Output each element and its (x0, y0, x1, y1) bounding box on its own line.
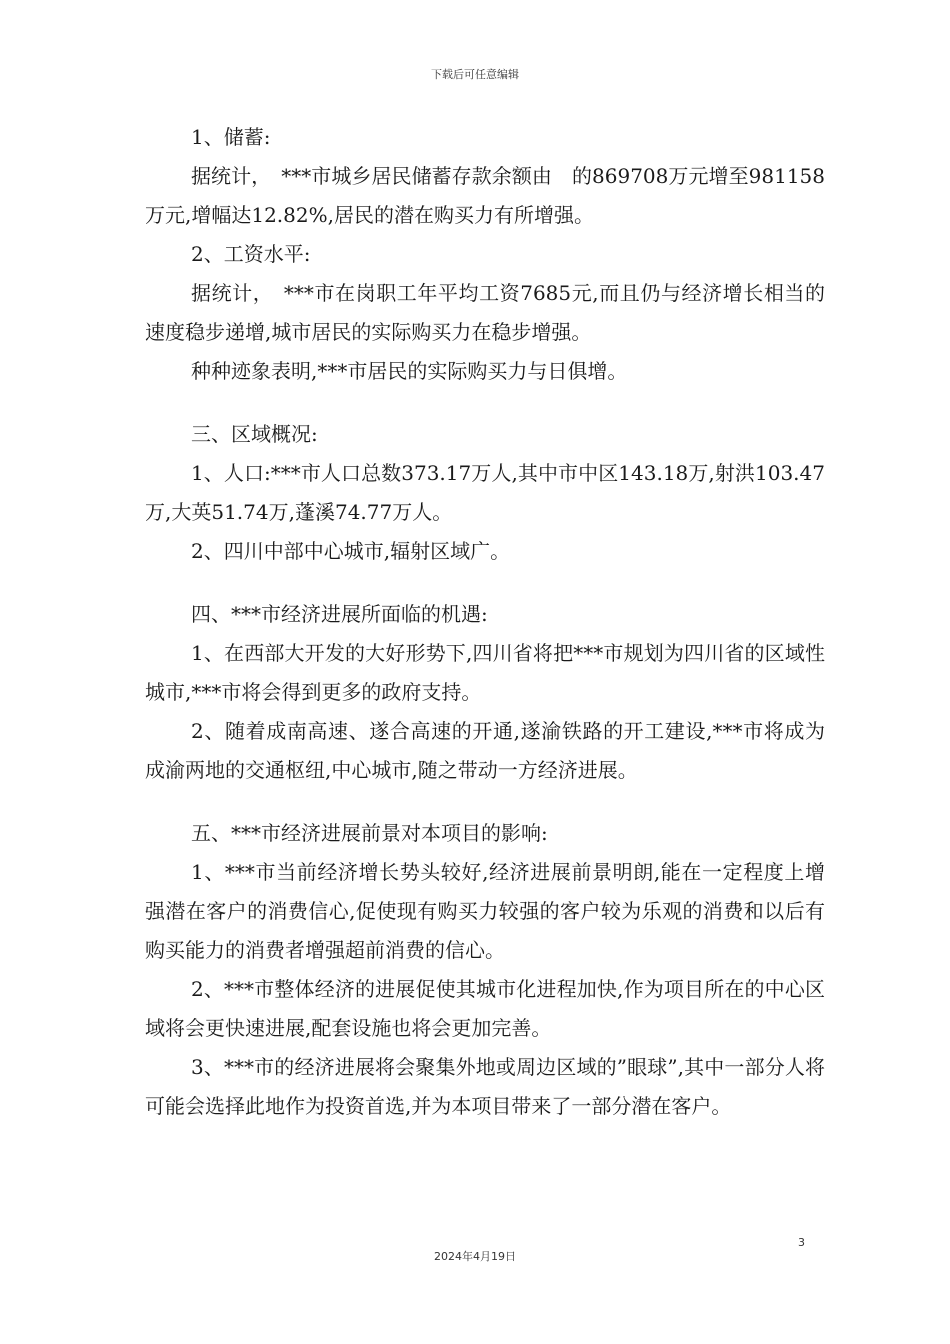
footer-date: 2024年4月19日 (434, 1250, 516, 1263)
page-header: 下载后可任意编辑 (431, 68, 519, 81)
section-heading-wages: 2、工资水平: (191, 242, 311, 266)
paragraph-impact-2: 2、***市整体经济的进展促使其城市化进程加快,作为项目所在的中心区域将会更快速进展,配套设施也将会更加完善。 (145, 977, 825, 1040)
paragraph-central-city: 2、四川中部中心城市,辐射区域广。 (191, 539, 511, 563)
paragraph-wages-stats: 据统计， ***市在岗职工年平均工资7685元,而且仍与经济增长相当的速度稳步递增,城市居民的实际购买力在稳步增强。 (145, 281, 825, 344)
paragraph-opportunity-1: 1、在西部大开发的大好形势下,四川省将把***市规划为四川省的区域性城市,***市将会得到更多的政府支持。 (145, 641, 825, 704)
paragraph-purchasing-summary: 种种迹象表明,***市居民的实际购买力与日俱增。 (191, 359, 628, 383)
paragraph-opportunity-2: 2、随着成南高速、遂合高速的开通,遂渝铁路的开工建设,***市将成为成渝两地的交通枢纽,中心城市,随之带动一方经济进展。 (145, 719, 825, 782)
document-body (145, 118, 825, 1126)
paragraph-impact-3: 3、***市的经济进展将会聚集外地或周边区域的”眼球”,其中一部分人将可能会选择此地作为投资首选,并为本项目带来了一部分潜在客户。 (145, 1055, 825, 1118)
section-heading-savings: 1、储蓄: (191, 125, 271, 149)
section-heading-region: 三、区域概况: (191, 422, 318, 446)
paragraph-impact-1: 1、***市当前经济增长势头较好,经济进展前景明朗,能在一定程度上增强潜在客户的消费信心,促使现有购买力较强的客户较为乐观的消费和以后有购买能力的消费者增强超前消费的信心。 (145, 860, 825, 962)
page-number: 3 (798, 1236, 805, 1249)
paragraph-population: 1、人口:***市人口总数373.17万人,其中市中区143.18万,射洪103.47万,大英51.74万,蓬溪74.77万人。 (145, 461, 825, 524)
paragraph-savings-stats: 据统计， ***市城乡居民储蓄存款余额由 的869708万元增至981158万元,增幅达12.82%,居民的潜在购买力有所增强。 (145, 164, 825, 227)
section-heading-opportunities: 四、***市经济进展所面临的机遇: (191, 602, 488, 626)
section-heading-impact: 五、***市经济进展前景对本项目的影响: (191, 821, 548, 845)
